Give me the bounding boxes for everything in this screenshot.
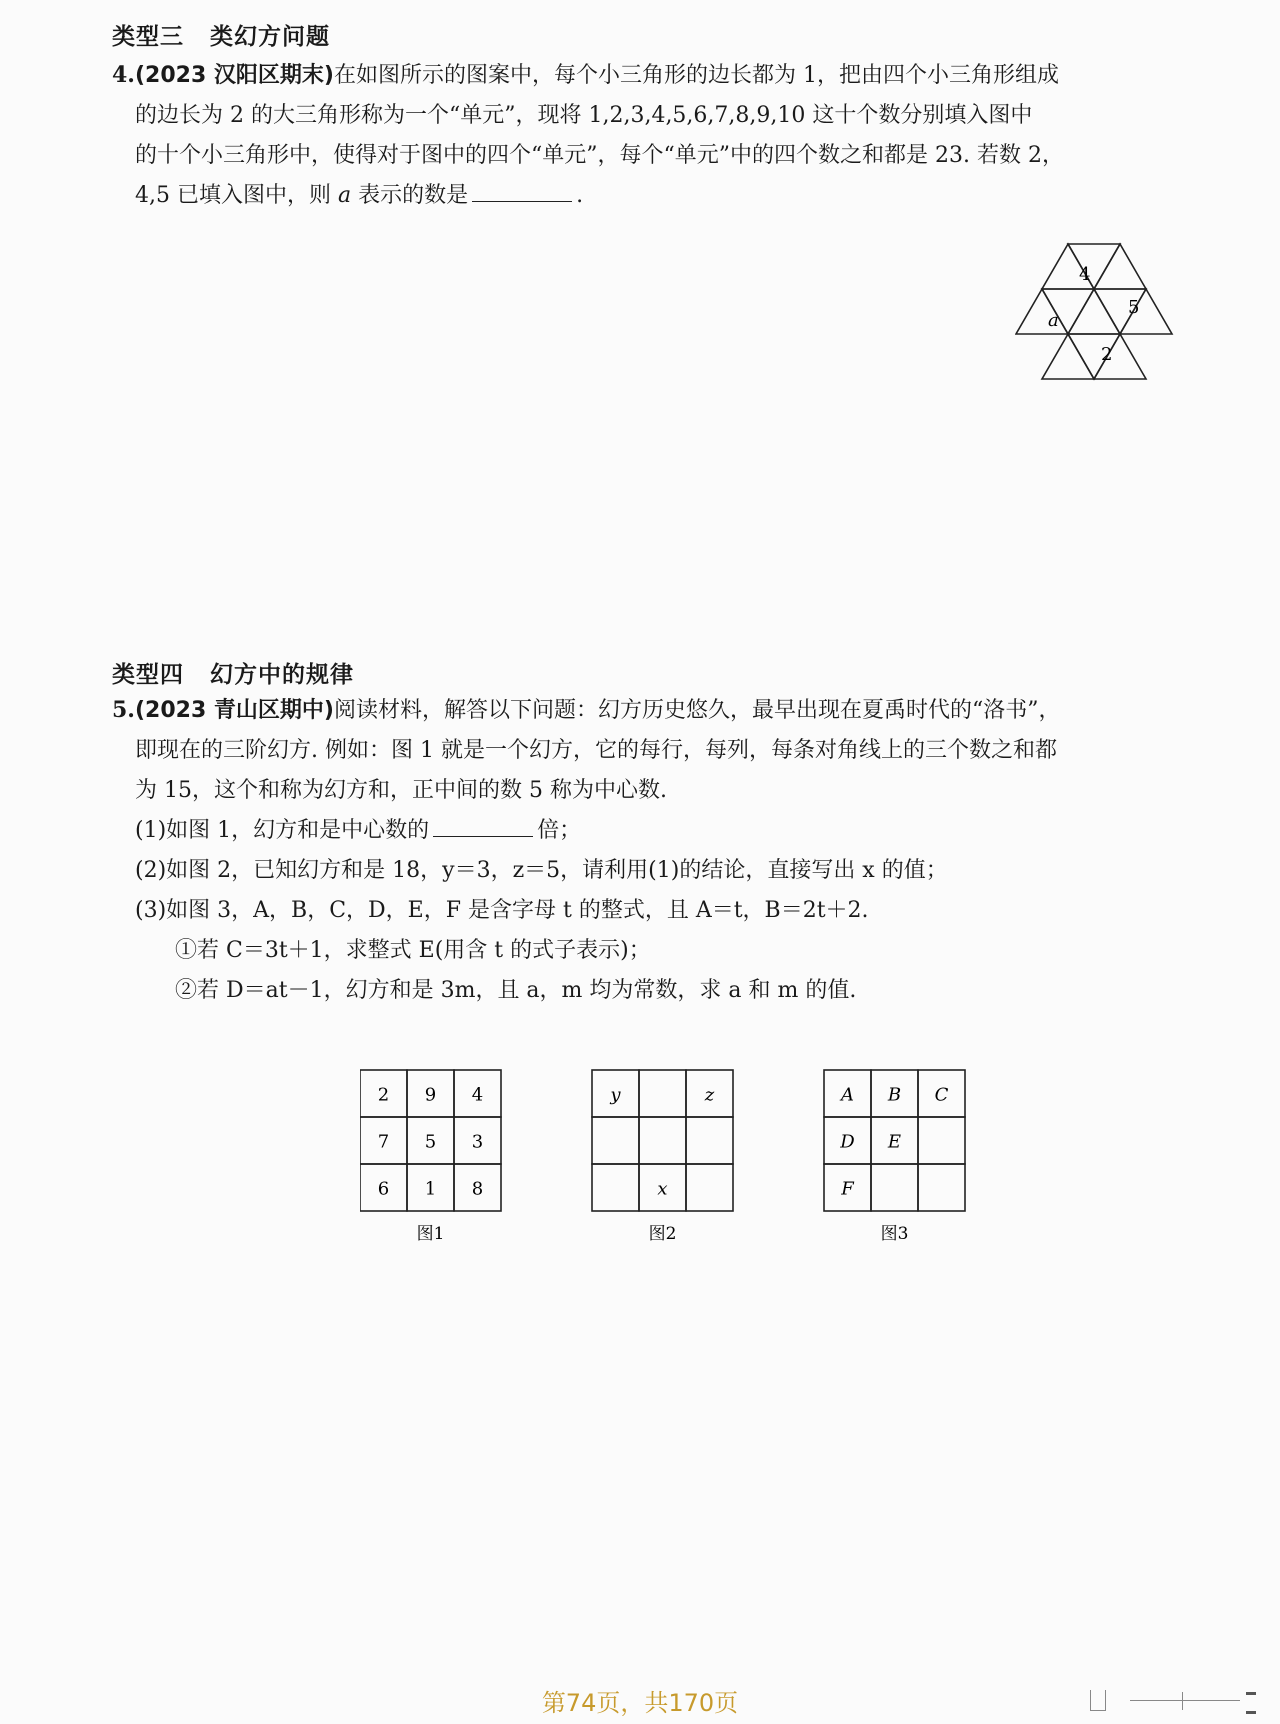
magic-square-figures <box>360 1068 970 1258</box>
grid-cell <box>871 1164 918 1211</box>
question-number: 4. <box>112 62 135 88</box>
q5-part-1-tail: 倍； <box>537 818 582 843</box>
q5-part-1-text: (1)如图 1，幻方和是中心数的 <box>135 818 430 843</box>
grid-cell-value: 8 <box>471 1178 484 1200</box>
page-footer <box>0 1683 1280 1718</box>
viewer-controls[interactable] <box>1090 1690 1260 1712</box>
question-number: 5. <box>112 697 135 723</box>
grid-cell-value: 9 <box>424 1084 437 1106</box>
q5-line-3: 为 15，这个和称为幻方和，正中间的数 5 称为中心数. <box>135 778 667 803</box>
menu-icon[interactable] <box>1246 1692 1256 1714</box>
triangle-outline-top-right <box>1094 244 1146 289</box>
grid-cell <box>639 1070 686 1117</box>
grid-cell-value: 1 <box>424 1178 437 1200</box>
scroll-handle-icon[interactable] <box>1090 1690 1106 1711</box>
q5-line-1 <box>112 690 1202 731</box>
q4-line-4 <box>112 176 1192 216</box>
grid-cell-value: F <box>841 1178 854 1200</box>
grid-cell-value: B <box>887 1084 902 1106</box>
answer-blank[interactable] <box>472 181 572 202</box>
q5-text-1: 阅读材料，解答以下问题：幻方历史悠久，最早出现在夏禹时代的“洛书”， <box>333 698 1061 723</box>
grid-cell-value: 4 <box>471 1084 484 1106</box>
answer-blank[interactable] <box>433 816 533 837</box>
q5-part-2: (2)如图 2，已知幻方和是 18，y＝3，z＝5，请利用(1)的结论，直接写出 x 的值； <box>135 858 948 883</box>
variable-a: a <box>337 183 352 208</box>
grid-cell <box>592 1164 639 1211</box>
figure-caption: 图3 <box>880 1224 909 1244</box>
triangle-outline-bottom-left <box>1042 334 1094 379</box>
triangle-outline-mid-left <box>1016 289 1068 334</box>
q4-text-4b: 表示的数是 <box>358 183 469 208</box>
scroll-thumb[interactable] <box>1182 1692 1183 1710</box>
q5-part-3b: ②若 D＝at－1，幻方和是 3m，且 a，m 均为常数，求 a 和 m 的值. <box>175 978 857 1003</box>
triangle-outline-top <box>1068 244 1120 289</box>
question-4 <box>112 55 1192 216</box>
magic-square-figure-2 <box>592 1070 733 1244</box>
q5-part-3: (3)如图 3，A，B，C，D，E，F 是含字母 t 的整式，且 A＝t，B＝2t＋2. <box>135 898 869 923</box>
question-5 <box>112 690 1202 1011</box>
grid-cell-value: D <box>840 1131 855 1153</box>
question-source: (2023 汉阳区期末) <box>134 63 334 88</box>
q5-line-2: 即现在的三阶幻方. 例如：图 1 就是一个幻方，它的每行，每列，每条对角线上的三个数之和都 <box>135 738 1057 763</box>
triangle-outline-center <box>1068 289 1120 334</box>
grid-cell-value: y <box>610 1084 621 1106</box>
grid-cell-value: 5 <box>424 1131 437 1153</box>
grid-cell-value: C <box>934 1084 949 1106</box>
grid-cell-value: A <box>841 1084 854 1106</box>
q4-line-1 <box>112 55 1192 96</box>
section-label: 类型三 <box>112 24 184 50</box>
magic-square-figure-1 <box>360 1070 501 1244</box>
grid-cell <box>592 1117 639 1164</box>
q5-part-1 <box>112 811 1202 851</box>
section-label: 类型四 <box>112 662 184 688</box>
grid-cell <box>639 1117 686 1164</box>
grid-cell <box>686 1164 733 1211</box>
scroll-track[interactable] <box>1130 1700 1240 1701</box>
question-source: (2023 青山区期中) <box>134 698 334 723</box>
q5-part-3a: ①若 C＝3t＋1，求整式 E(用含 t 的式子表示)； <box>175 938 651 963</box>
q4-text-4a: 4,5 已填入图中，则 <box>135 183 331 208</box>
section-heading-3 <box>112 18 330 51</box>
grid-cell <box>918 1164 965 1211</box>
grid-cell-value: 6 <box>377 1178 390 1200</box>
q4-line-3: 的十个小三角形中，使得对于图中的四个“单元”，每个“单元”中的四个数之和都是 23. 若数 2， <box>135 143 1064 168</box>
grid-cell-value: 7 <box>377 1131 390 1153</box>
triangle-label-left: a <box>1048 310 1059 331</box>
grid-cell-value: E <box>887 1131 902 1153</box>
triangle-label-bottom: 2 <box>1101 344 1113 365</box>
triangle-figure <box>1015 240 1195 395</box>
page-indicator: 第74页，共170页 <box>541 1689 739 1717</box>
figure-caption: 图2 <box>648 1224 677 1244</box>
grid-cell <box>918 1117 965 1164</box>
grid-cell-value: 3 <box>471 1131 484 1153</box>
grid-cell-value: x <box>657 1178 668 1200</box>
triangle-label-top: 4 <box>1079 264 1091 285</box>
grid-cell <box>686 1117 733 1164</box>
q4-text-4c: . <box>576 183 584 208</box>
grid-cell-value: 2 <box>377 1084 390 1106</box>
figure-caption: 图1 <box>416 1224 445 1244</box>
section-heading-4 <box>112 656 354 689</box>
q4-line-2: 的边长为 2 的大三角形称为一个“单元”，现将 1,2,3,4,5,6,7,8,9,10 这十个数分别填入图中 <box>135 103 1033 128</box>
section-title: 幻方中的规律 <box>210 662 354 688</box>
magic-square-figure-3 <box>824 1070 965 1244</box>
triangle-label-right: 5 <box>1128 297 1140 318</box>
section-title: 类幻方问题 <box>210 24 330 50</box>
grid-cell-value: z <box>704 1084 715 1106</box>
q4-text-1: 在如图所示的图案中，每个小三角形的边长都为 1，把由四个小三角形组成 <box>333 63 1059 88</box>
